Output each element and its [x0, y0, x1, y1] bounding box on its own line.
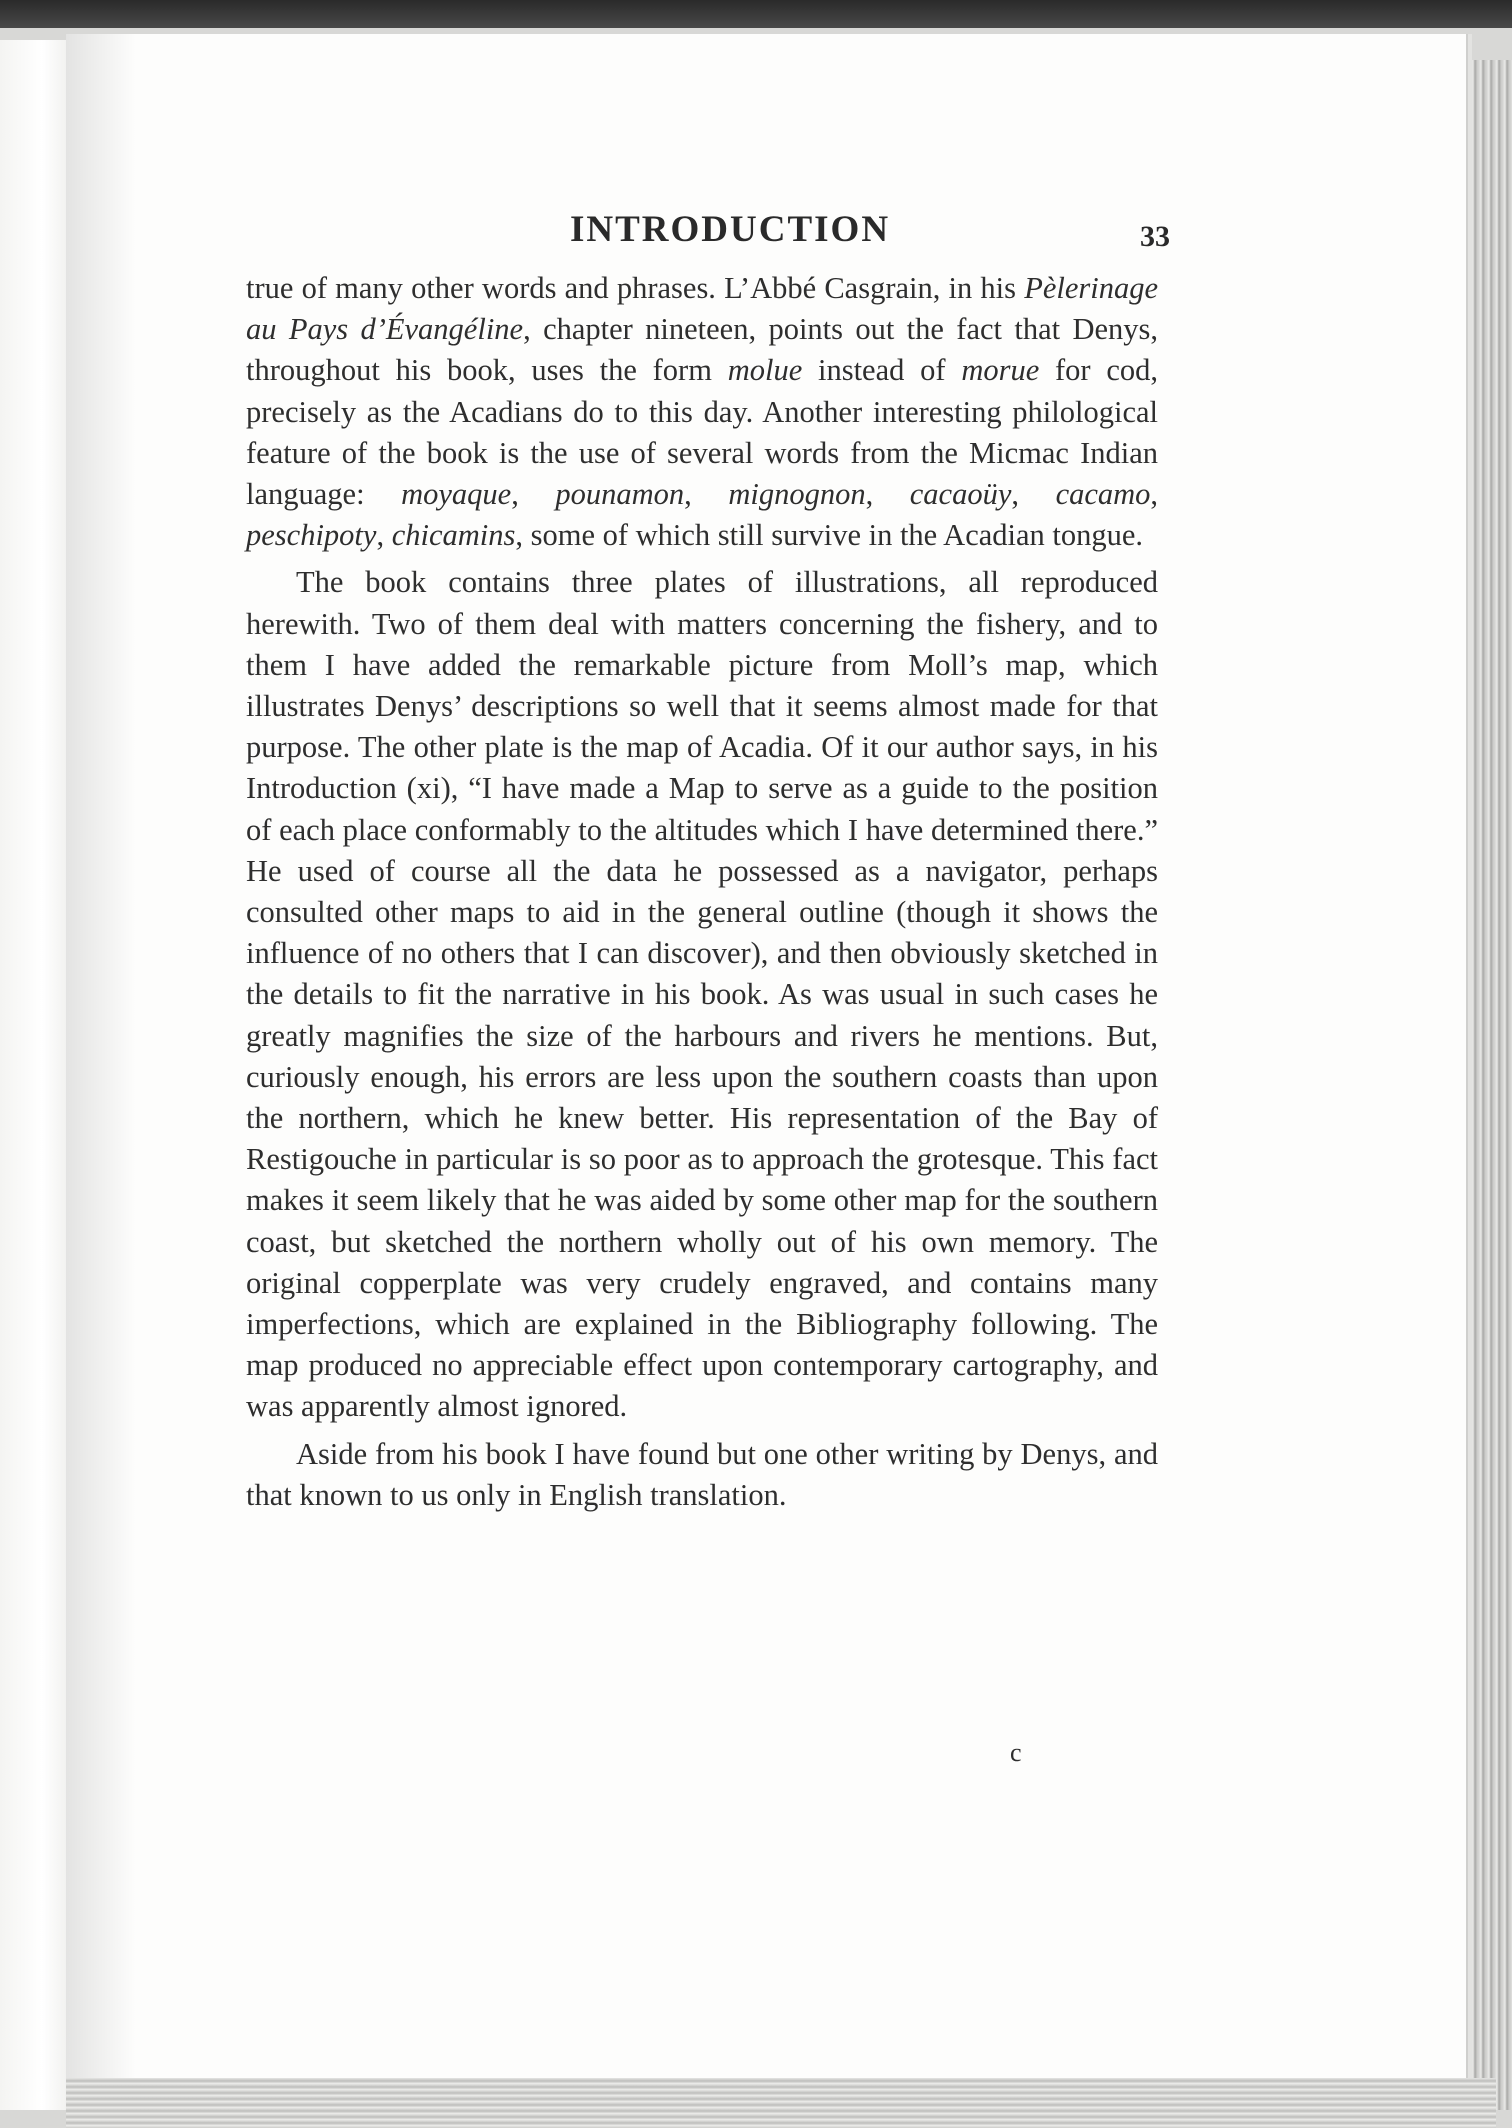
page-edges-bottom	[66, 2078, 1496, 2128]
text-run: ,	[1011, 477, 1056, 512]
running-head: INTRODUCTION	[570, 209, 891, 250]
text-run: ,	[684, 477, 729, 512]
paragraph	[246, 562, 1158, 1427]
text-run: instead of	[802, 353, 962, 388]
text-run: ,	[511, 477, 556, 512]
text-run: The book contains three plates of illustrations, all reproduced herewith. Two of them deal with matters concerning the fishery, and to them I have added the remarkable picture from Moll’s map, which illustrates Denys’ descriptions so well that it seems almost made for that purpose. The other plate is the map of Acadia. Of it our author says, in his Introduction (xi), “I have made a Map to serve as a guide to the position of each place conformably to the altitudes which I have determined there.” He used of course all the data he possessed as a navigator, perhaps consulted other maps to aid in the general outline (though it shows the influence of no others that I can discover), and then obviously sketched in the details to fit the narrative in his book. As was usual in such cases he greatly magnifies the size of the harbours and rivers he mentions. But, curiously enough, his errors are less upon the southern coasts than upon the northern, which he knew better. His representation of the Bay of Restigouche in particular is so poor as to approach the grotesque. This fact makes it seem likely that he was aided by some other map for the southern coast, but sketched the northern wholly out of his own memory. The original copperplate was very crudely engraved, and contains many imperfections, which are explained in the Bibliography following. The map produced no appreciable effect upon contemporary cartography, and was apparently almost ignored.	[246, 565, 1158, 1424]
italic-text: Pèlerinage au Pays d’Évangéline	[246, 271, 1158, 347]
italic-text: cacamo	[1055, 477, 1151, 512]
body-text	[246, 268, 1158, 1516]
italic-text: molue	[727, 353, 803, 388]
text-run: ,	[376, 518, 392, 553]
italic-text: peschipoty	[246, 518, 377, 553]
text-run: ,	[1150, 477, 1159, 512]
italic-text: moyaque	[401, 477, 512, 512]
text-run: , chapter nineteen, points out the fact that Denys, throughout his book, uses the form	[246, 312, 1158, 388]
italic-text: mignognon	[728, 477, 866, 512]
italic-text: chicamins	[391, 518, 516, 553]
italic-text: pounamon	[555, 477, 685, 512]
page-header	[250, 208, 1170, 258]
italic-text: cacaoüy	[909, 477, 1012, 512]
text-run: ,	[865, 477, 910, 512]
paragraph	[246, 1434, 1158, 1516]
text-run: Aside from his book I have found but one other writing by Denys, and that known to us only in English translation.	[246, 1436, 1158, 1512]
text-run: for cod, precisely as the Acadians do to this day. Another interesting philological feature of the book is the use of several words from the Micmac Indian language:	[246, 353, 1158, 512]
paragraph	[246, 268, 1158, 556]
facing-page-edge	[0, 40, 72, 2110]
text-run: true of many other words and phrases. L’Abbé Casgrain, in his	[246, 271, 1025, 305]
italic-text: morue	[961, 353, 1040, 388]
page-number: 33	[1140, 220, 1170, 253]
signature-mark: c	[1010, 1738, 1022, 1767]
text-run: , some of which still survive in the Acadian tongue.	[515, 518, 1144, 553]
